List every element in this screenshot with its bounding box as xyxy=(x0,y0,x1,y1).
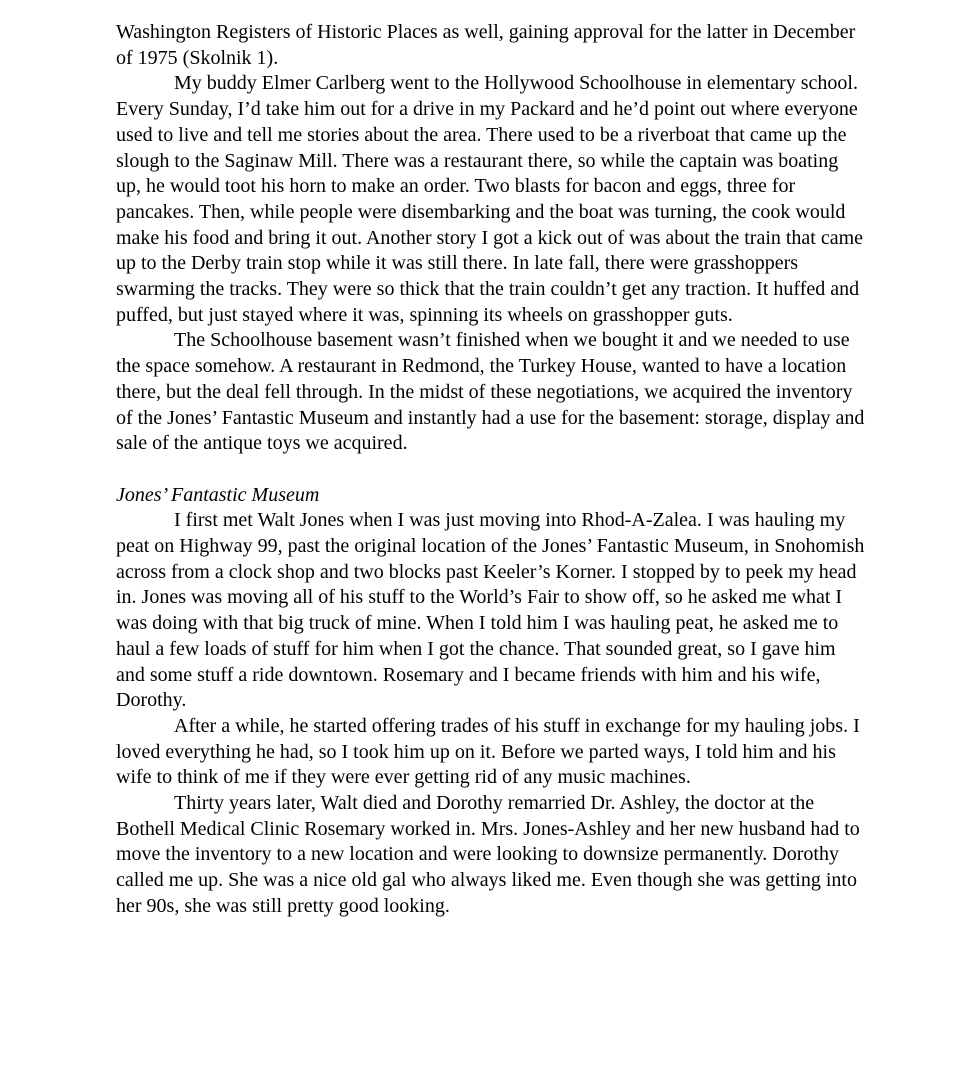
paragraph-thirty-years: Thirty years later, Walt died and Dorothy remarried Dr. Ashley, the doctor at the Bothell Medical Clinic Rosemary worked in. Mrs. Jones-Ashley and her new husband had to move the inventory to a new location and were looking to downsize permanently. Dorothy called me up. She was a nice old gal who always liked me. Even though she was getting into her 90s, she was still pretty good looking. xyxy=(116,792,860,917)
paragraph-continuation: Washington Registers of Historic Places as well, gaining approval for the latter in December of 1975 (Skolnik 1). xyxy=(116,21,856,69)
paragraph-walt-jones: I first met Walt Jones when I was just moving into Rhod-A-Zalea. I was hauling my peat on Highway 99, past the original location of the Jones’ Fantastic Museum, in Snohomish across from a clock shop and two blocks past Keeler’s Korner. I stopped by to peek my head in. Jones was moving all of his stuff to the World’s Fair to show off, so he asked me what I was doing with that big truck of mine. When I told him I was hauling peat, he asked me to haul a few loads of stuff for him when I got the chance. That sounded great, so I gave him and some stuff a ride downtown. Rosemary and I became friends with him and his wife, Dorothy. xyxy=(116,509,865,712)
section-heading: Jones’ Fantastic Museum xyxy=(116,483,320,506)
paragraph-trades: After a while, he started offering trades of his stuff in exchange for my hauling jobs. I loved everything he had, so I took him up on it. Before we parted ways, I told him and his wife to think of me if they were ever getting rid of any music machines. xyxy=(116,714,860,789)
paragraph-elmer-carlberg: My buddy Elmer Carlberg went to the Hollywood Schoolhouse in elementary school. Every Sunday, I’d take him out for a drive in my Packard and he’d point out where everyone used to live and tell me stories about the area. There used to be a riverboat that came up the slough to the Saginaw Mill. There was a restaurant there, so while the captain was boating up, he would toot his horn to make an order. Two blasts for bacon and eggs, three for pancakes. Then, while people were disembarking and the boat was turning, the cook would make his food and bring it out. Another story I got a kick out of was about the train that came up to the Derby train stop while it was still there. In late fall, there were grasshoppers swarming the tracks. They were so thick that the train couldn’t get any traction. It huffed and puffed, but just stayed where it was, spinning its wheels on grasshopper guts. xyxy=(116,72,864,326)
document-page xyxy=(116,20,868,920)
paragraph-schoolhouse-basement: The Schoolhouse basement wasn’t finished when we bought it and we needed to use the space somehow. A restaurant in Redmond, the Turkey House, wanted to have a location there, but the deal fell through. In the midst of these negotiations, we acquired the inventory of the Jones’ Fantastic Museum and instantly had a use for the basement: storage, display and sale of the antique toys we acquired. xyxy=(116,329,865,455)
